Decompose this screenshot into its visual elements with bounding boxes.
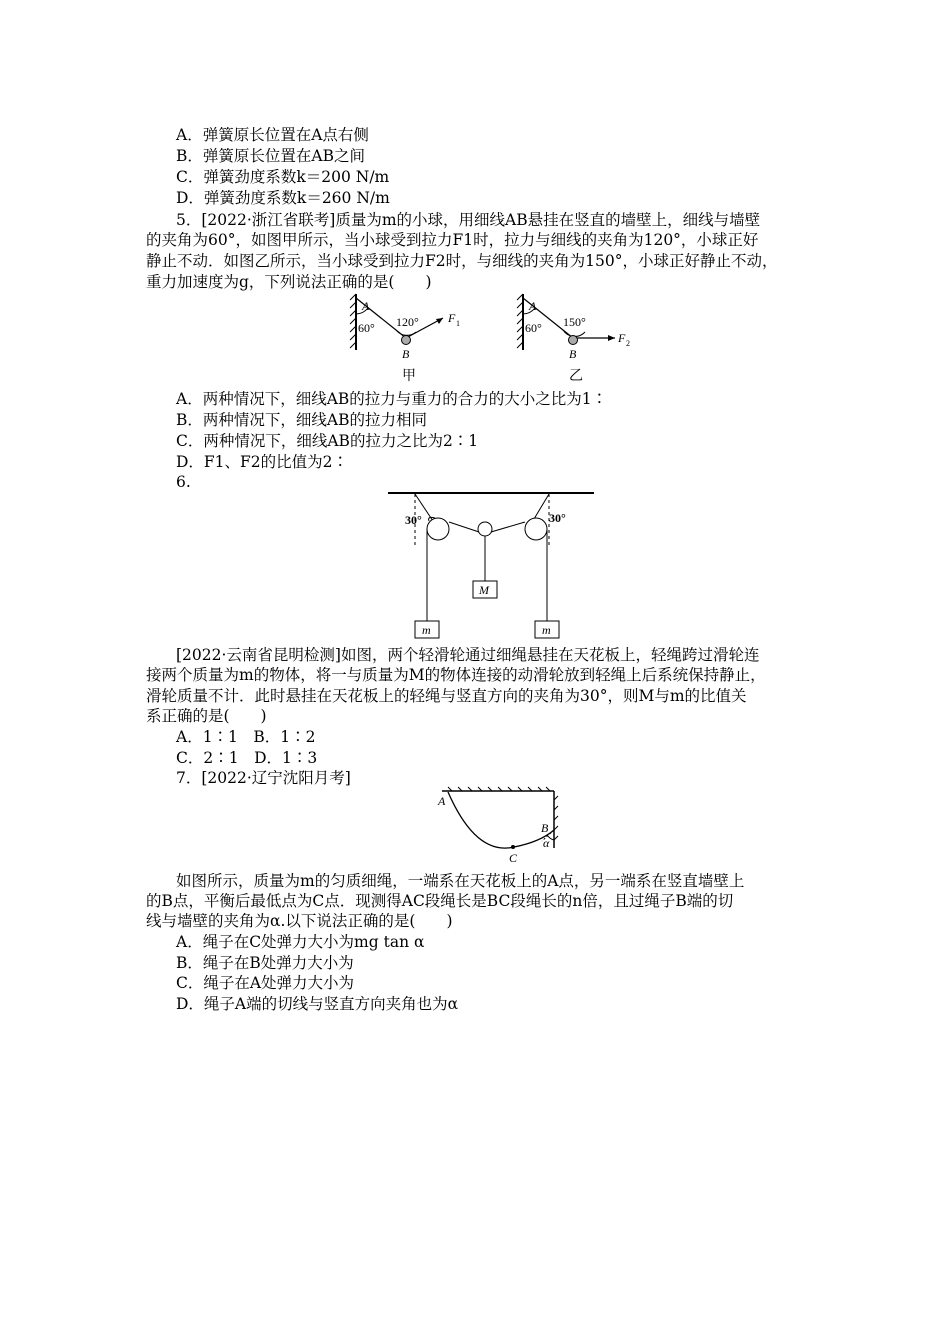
q5-jia-label-a: A [362, 299, 370, 313]
q5-yi-label-a: A [529, 299, 537, 313]
q7-option-d: D．绳子A端的切线与竖直方向夹角也为α [176, 995, 459, 1013]
q5-yi-angle-150: 150° [563, 315, 586, 329]
q5-yi-label-b: B [569, 347, 577, 361]
q7-header: 7．[2022·辽宁沈阳月考] [176, 769, 351, 787]
q5-jia-label-b: B [402, 347, 410, 361]
q6-pulley-figure [385, 488, 597, 640]
q4-option-a: A．弹簧原长位置在A点右侧 [176, 126, 369, 144]
q7-stem-line-3: 线与墙壁的夹角为α.以下说法正确的是( ) [146, 912, 453, 930]
q5-option-d: D．F1、F2的比值为2∶ [176, 453, 349, 471]
q5-figure-yi [515, 292, 645, 384]
q7-label-b: B [541, 821, 549, 835]
q5-yi-force: F [618, 331, 626, 345]
q5-jia-angle-60: 60° [358, 321, 375, 335]
q7-label-a: A [438, 794, 446, 808]
q5-figure-jia [348, 292, 478, 384]
q5-stem-line-2: 的夹角为60°，如图甲所示，当小球受到拉力F1时，拉力与细线的夹角为120°，小球正好 [146, 231, 759, 249]
q5-stem-line-3: 静止不动．如图乙所示，当小球受到拉力F2时，与细线的夹角为150°，小球正好静止不动， [146, 252, 778, 270]
q6-options-line-1: A．1∶1 B．1∶2 [176, 728, 316, 746]
q6-angle-left: 30° [405, 513, 422, 527]
q4-option-c: C．弹簧劲度系数k＝200 N/m [176, 168, 390, 186]
q5-option-b: B．两种情况下，细线AB的拉力相同 [176, 411, 427, 429]
q7-stem-line-2: 的B点，平衡后最低点为C点．现测得AC段绳长是BC段绳长的n倍，且过绳子B端的切 [146, 892, 734, 910]
q5-stem-line-4: 重力加速度为g，下列说法正确的是( ) [146, 273, 432, 291]
q5-jia-caption: 甲 [402, 369, 416, 384]
q6-mass-m-left: m [422, 623, 431, 637]
q6-stem-line-3: 滑轮质量不计．此时悬挂在天花板上的轻绳与竖直方向的夹角为30°，则M与m的比值关 [146, 687, 747, 705]
q4-option-d: D．弹簧劲度系数k＝260 N/m [176, 189, 390, 207]
q7-option-c: C．绳子在A处弹力大小为 [176, 974, 355, 992]
q5-jia-angle-120: 120° [396, 315, 419, 329]
q5-jia-force-sub: 1 [456, 319, 460, 328]
q5-yi-force-sub: 2 [626, 339, 630, 348]
q5-yi-angle-60: 60° [525, 321, 542, 335]
q7-label-c: C [509, 851, 518, 865]
q5-yi-caption: 乙 [569, 369, 583, 384]
q6-stem-line-2: 接两个质量为m的物体，将一与质量为M的物体连接的动滑轮放到轻绳上后系统保持静止， [146, 666, 766, 684]
q7-stem-line-1: 如图所示，质量为m的匀质细绳，一端系在天花板上的A点，另一端系在竖直墙壁上 [176, 872, 745, 890]
q7-label-alpha: α [543, 836, 550, 850]
q4-option-b: B．弹簧原长位置在AB之间 [176, 147, 365, 165]
q5-jia-force: F [448, 311, 456, 325]
q6-angle-right: 30° [549, 511, 566, 525]
q6-number: 6. [176, 473, 191, 491]
q7-rope-figure [428, 786, 563, 866]
q6-mass-m-right: m [542, 623, 551, 637]
q5-stem-line-1: 5．[2022·浙江省联考]质量为m的小球，用细线AB悬挂在竖直的墙壁上，细线与墙壁 [176, 211, 761, 229]
q6-stem-line-1: [2022·云南省昆明检测]如图，两个轻滑轮通过细绳悬挂在天花板上，轻绳跨过滑轮连 [176, 646, 760, 664]
q5-option-a: A．两种情况下，细线AB的拉力与重力的合力的大小之比为1∶ [176, 390, 608, 408]
q6-options-line-2: C．2∶1 D．1∶3 [176, 749, 318, 767]
q6-mass-M: M [479, 583, 489, 597]
q6-stem-line-4: 系正确的是( ) [146, 707, 267, 725]
q5-option-c: C．两种情况下，细线AB的拉力之比为2∶1 [176, 432, 479, 450]
q7-option-a: A．绳子在C处弹力大小为mg tan α [176, 933, 425, 951]
q7-option-b: B．绳子在B处弹力大小为 [176, 954, 354, 972]
